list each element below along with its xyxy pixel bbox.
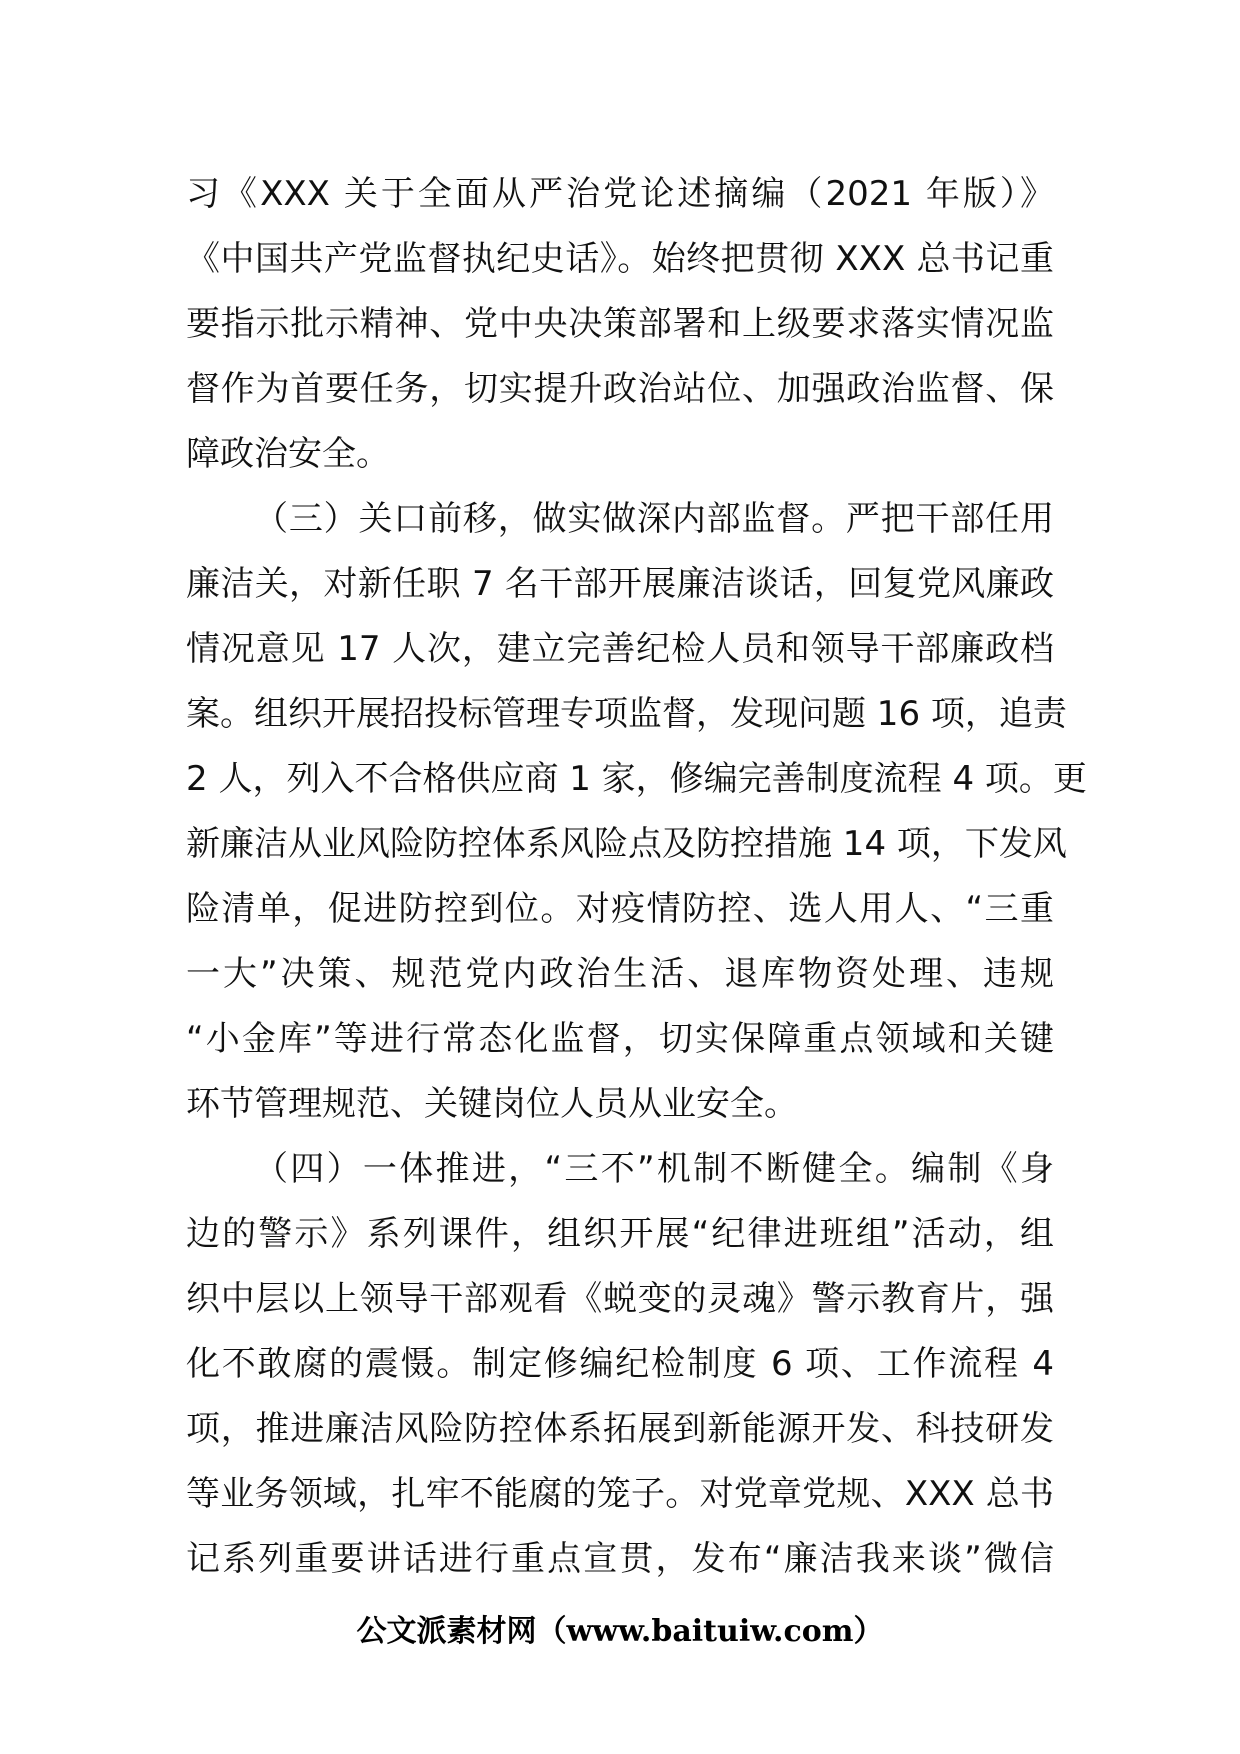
text-line: “小金库”等进行常态化监督，切实保障重点领域和关键	[186, 1019, 1054, 1059]
text-line: 织中层以上领导干部观看《蜕变的灵魂》警示教育片，强	[186, 1279, 1054, 1319]
text-line: 2 人，列入不合格供应商 1 家，修编完善制度流程 4 项。更	[186, 759, 1087, 799]
text-line: 项，推进廉洁风险防控体系拓展到新能源开发、科技研发	[186, 1409, 1054, 1449]
text-line: 一大”决策、规范党内政治生活、退库物资处理、违规	[186, 954, 1054, 994]
text-line: 案。组织开展招投标管理专项监督，发现问题 16 项，追责	[186, 694, 1067, 734]
text-line: 等业务领域，扎牢不能腐的笼子。对党章党规、XXX 总书	[186, 1474, 1054, 1514]
text-line: 新廉洁从业风险防控体系风险点及防控措施 14 项，下发风	[186, 824, 1067, 864]
text-line: 习《XXX 关于全面从严治党论述摘编（2021 年版）》	[186, 174, 1054, 214]
text-line: 督作为首要任务，切实提升政治站位、加强政治监督、保	[186, 369, 1054, 409]
paragraph-3	[186, 1137, 1054, 1592]
text-line: 廉洁关，对新任职 7 名干部开展廉洁谈话，回复党风廉政	[186, 564, 1054, 604]
text-line: 记系列重要讲话进行重点宣贯，发布“廉洁我来谈”微信	[186, 1539, 1054, 1579]
text-line: （四）一体推进，“三不”机制不断健全。编制《身	[254, 1149, 1054, 1189]
paragraph-2	[186, 487, 1087, 1137]
paragraph-1	[186, 162, 1054, 487]
text-line: 边的警示》系列课件，组织开展“纪律进班组”活动，组	[186, 1214, 1054, 1254]
document-body	[186, 162, 1087, 1592]
footer-watermark: 公文派素材网（www.baituiw.com）	[356, 1614, 884, 1649]
text-line: 险清单，促进防控到位。对疫情防控、选人用人、“三重	[186, 889, 1054, 929]
text-line: （三）关口前移，做实做深内部监督。严把干部任用	[254, 499, 1054, 539]
text-line: 要指示批示精神、党中央决策部署和上级要求落实情况监	[186, 304, 1054, 344]
text-line: 环节管理规范、关键岗位人员从业安全。	[186, 1084, 798, 1124]
text-line: 《中国共产党监督执纪史话》。始终把贯彻 XXX 总书记重	[186, 239, 1054, 279]
text-line: 情况意见 17 人次，建立完善纪检人员和领导干部廉政档	[186, 629, 1054, 669]
text-line: 化不敢腐的震慑。制定修编纪检制度 6 项、工作流程 4	[186, 1344, 1054, 1384]
text-line: 障政治安全。	[186, 434, 390, 474]
